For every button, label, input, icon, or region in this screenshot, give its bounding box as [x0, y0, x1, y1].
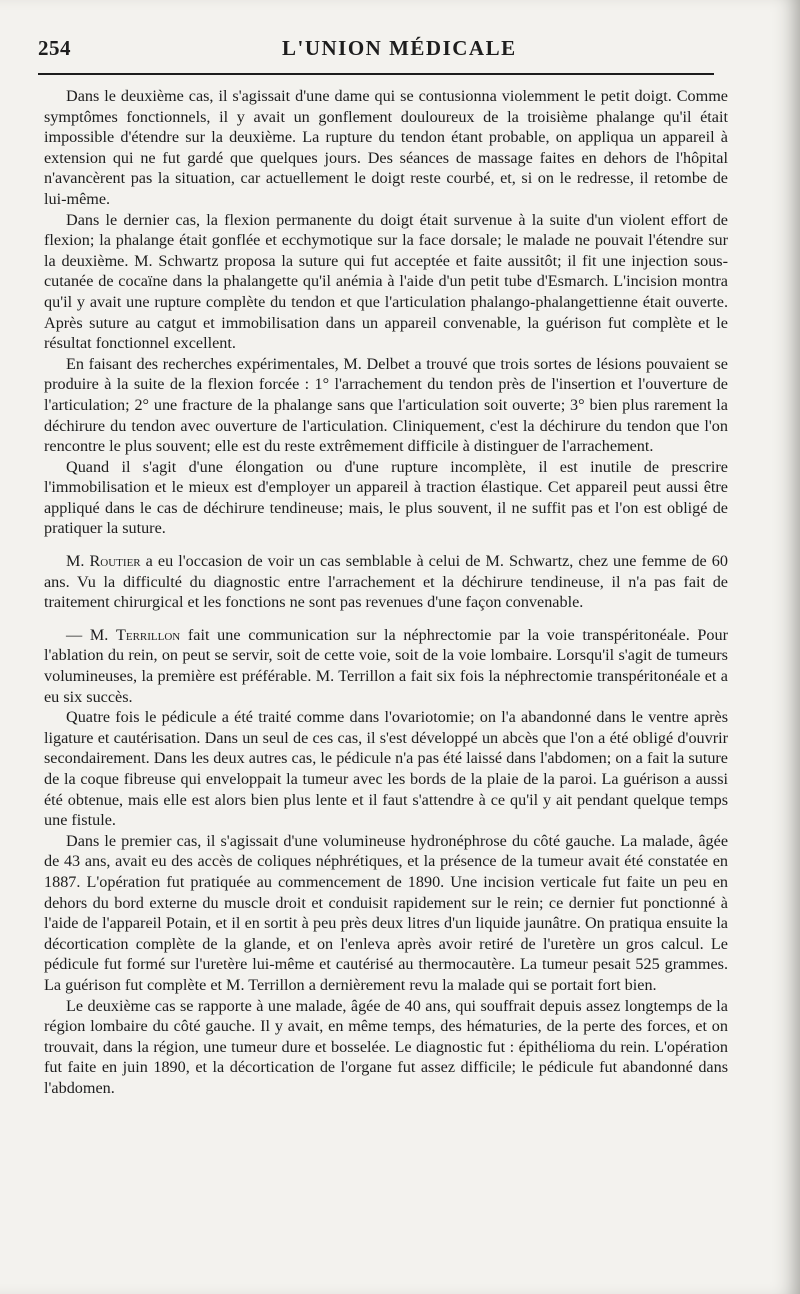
speaker-prefix: M. [66, 552, 90, 571]
paragraph-text: fait une communication sur la néphrectomie par la voie transpéritonéale. Pour l'ablation du rein, on peut se servir, soit de cette voie, soit de la voie lombaire. Lorsqu'il s'agit de tumeurs volumineuses, la première est préférable. M. Terrillon a fait six fois la néphrectomie transpéritonéale et a eu six succès. [44, 625, 728, 706]
paragraph-text: Quatre fois le pédicule a été traité comme dans l'ovariotomie; on l'a abandonné dans le ventre après ligature et cautérisation. Dans un seul de ces cas, il s'est développé un abcès que l'on a été obligé d'ouvrir secondairement. Dans les deux autres cas, le pédicule n'a pas été laissé dans l'abdomen; on a fait la suture de la coque fibreuse qui enveloppait la tumeur avec les bords de la plaie de la paroi. La guérison a aussi été obtenue, mais elle est alors bien plus lente et il faut s'attendre à ce qu'il y ait pendant quelque temps une fistule. [44, 708, 728, 830]
paragraph-text: Quand il s'agit d'une élongation ou d'une rupture incomplète, il est inutile de prescrire l'immobilisation et le mieux est d'employer un appareil à traction élastique. Cet appareil peut aussi être appliqué dans le cas de déchirure tendineuse; mais, le plus souvent, il ne suffit pas et l'on est obligé de pratiquer la suture. [44, 457, 728, 538]
paragraph-text: En faisant des recherches expérimentales, M. Delbet a trouvé que trois sortes de lésions pouvaient se produire à la suite de la flexion forcée : 1° l'arrachement du tendon près de l'insertion et l'ouverture de l'articulation; 2° une fracture de la phalange sans que l'articulation soit ouverte; 3° bien plus rarement la déchirure du tendon avec ouverture de l'articulation. Cliniquement, c'est la déchirure du tendon que l'on rencontre le plus souvent; elle est du reste extrêmement difficile à distinguer de l'arrachement. [44, 354, 728, 456]
paragraph-text: Dans le premier cas, il s'agissait d'une volumineuse hydronéphrose du côté gauche. La malade, âgée de 43 ans, avait eu des accès de coliques néphrétiques, et la présence de la tumeur avait été constatée en 1887. L'opération fut pratiquée au commencement de 1890. Une incision verticale fut faite un peu en dehors du bord externe du muscle droit et conduisit rapidement sur le rein; ce dernier fut ponctionné à l'aide de l'appareil Potain, et il en sortit à peu près deux litres d'un liquide jaunâtre. On pratiqua ensuite la décortication complète de la glande, et on l'enleva après avoir retiré de l'uretère un gros calcul. Le pédicule fut formé sur l'uretère lui-même et cautérisé au thermocautère. La tumeur pesait 525 grammes. La guérison fut complète et M. Terrillon a dernièrement revu la malade qui se portait fort bien. [44, 831, 728, 994]
paragraph-text: Dans le deuxième cas, il s'agissait d'une dame qui se contusionna violemment le petit doigt. Comme symptômes fonctionnels, il y avait un gonflement douloureux de la troisième phalange qu'il était impossible d'étendre sur la deuxième. La rupture du tendon étant probable, on appliqua un appareil à extension qui ne fut gardé que quelques jours. Des séances de massage faites en dehors de l'hôpital n'avancèrent pas la situation, car actuellement le doigt reste courbé, et, si on le redresse, il retombe de lui-même. [44, 87, 728, 208]
article-body [44, 86, 728, 1099]
paragraph-text: a eu l'occasion de voir un cas semblable à celui de M. Schwartz, chez une femme de 60 ans. Vu la difficulté du diagnostic entre l'arrachement et la déchirure tendineuse, il n'a pas fait de traitement chirurgical et les fonctions ne sont pas revenues d'une façon convenable. [44, 552, 728, 612]
paragraph [44, 625, 728, 707]
paragraph [44, 551, 728, 613]
paragraph [44, 457, 728, 539]
paragraph-text: Dans le dernier cas, la flexion permanente du doigt était survenue à la suite d'un violent effort de flexion; la phalange était gonflée et ecchymotique sur la face dorsale; le malade ne pouvait l'étendre sur la deuxième. M. Schwartz proposa la suture qui fut acceptée et faite aussitôt; il fit une injection sous-cutanée de cocaïne dans la phalangette qu'il anémia à l'aide d'un petit tube d'Esmarch. L'incision montra qu'il y avait une rupture complète du tendon et que l'articulation phalango-phalangettienne était ouverte. Après suture au catgut et immobilisation dans un appareil convenable, la guérison fut complète et le résultat fonctionnel excellent. [44, 210, 728, 353]
paragraph [44, 831, 728, 996]
paragraph [44, 996, 728, 1099]
page-header [38, 36, 718, 70]
page-number: 254 [38, 36, 71, 60]
paragraph [44, 707, 728, 831]
speaker-name: Routier [89, 552, 141, 571]
paragraph-text: Le deuxième cas se rapporte à une malade, âgée de 40 ans, qui souffrait depuis assez longtemps de la région lombaire du côté gauche. Il y avait, en même temps, des hématuries, de la perte des forces, et on trouvait, dans la région, une tumeur dure et bosselée. Le diagnostic fut : épithélioma du rein. L'opération fut faite en juin 1890, et la décortication de l'organe fut assez difficile; le pédicule fut abandonné dans l'abdomen. [44, 996, 728, 1097]
paragraph [44, 210, 728, 354]
paragraph [44, 354, 728, 457]
running-title: L'UNION MÉDICALE [282, 36, 517, 60]
speaker-prefix: — M. [66, 625, 116, 644]
paragraph [44, 86, 728, 210]
speaker-name: Terrillon [115, 625, 181, 644]
header-rule [38, 73, 714, 75]
